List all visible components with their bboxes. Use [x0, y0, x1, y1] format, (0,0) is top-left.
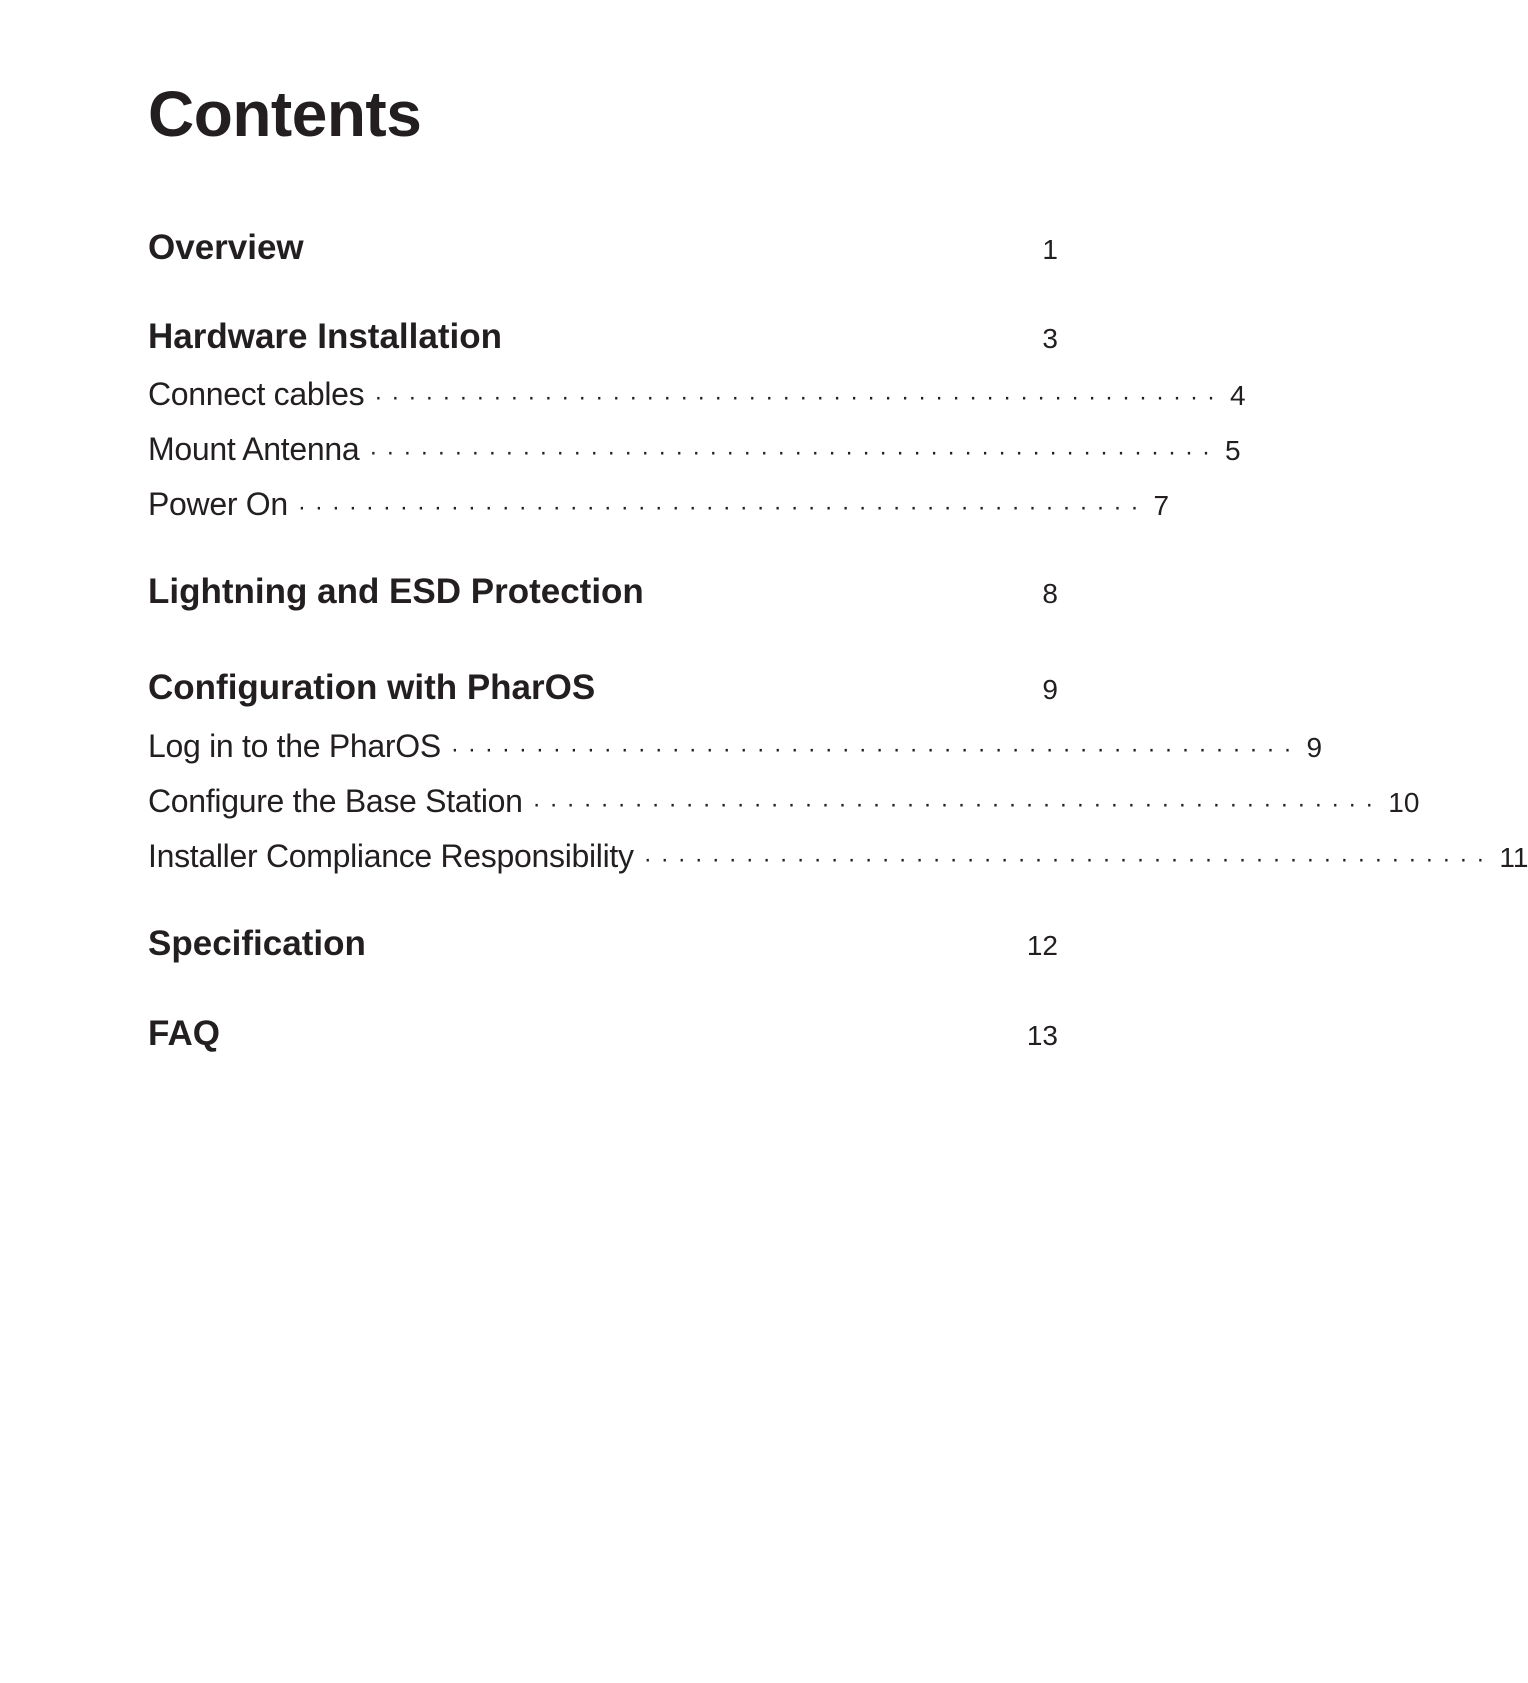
toc-page-number: 9 — [1306, 732, 1323, 763]
toc-subsection-label: Connect cables — [148, 376, 365, 412]
toc-page-number: 12 — [1026, 930, 1058, 961]
toc-section-label: Overview — [148, 228, 304, 267]
toc-entry-hardware-installation[interactable] — [148, 317, 1058, 357]
toc-page-number: 8 — [1042, 578, 1058, 609]
table-of-contents — [148, 0, 1528, 1683]
dot-leader: ·················································· — [643, 846, 1494, 873]
page-title: Contents — [148, 78, 422, 150]
toc-section-label: Specification — [148, 924, 366, 963]
toc-entry-configure-base-station[interactable] — [148, 783, 1420, 820]
toc-entry-lightning-esd[interactable] — [148, 572, 1058, 612]
toc-entry-log-in[interactable] — [148, 728, 1323, 765]
dot-leader: ·················································· — [374, 384, 1224, 411]
toc-entry-connect-cables[interactable] — [148, 376, 1246, 413]
toc-section-label: Configuration with PharOS — [148, 668, 596, 707]
dot-leader: ·················································· — [369, 439, 1219, 466]
toc-section-label: Hardware Installation — [148, 317, 502, 356]
toc-page-number: 10 — [1388, 787, 1420, 818]
toc-entry-power-on[interactable] — [148, 486, 1170, 523]
dot-leader: ·················································· — [532, 791, 1383, 818]
toc-entry-faq[interactable] — [148, 1014, 1058, 1054]
toc-entry-overview[interactable] — [148, 228, 1058, 268]
toc-section-label: Lightning and ESD Protection — [148, 572, 644, 611]
toc-entry-installer-compliance[interactable] — [148, 838, 1528, 875]
toc-subsection-label: Log in to the PharOS — [148, 728, 441, 764]
toc-entry-specification[interactable] — [148, 924, 1058, 964]
toc-page-number: 5 — [1225, 435, 1241, 466]
toc-entry-mount-antenna[interactable] — [148, 431, 1241, 468]
toc-subsection-label: Power On — [148, 486, 288, 522]
dot-leader: ·················································· — [450, 736, 1301, 763]
toc-page-number: 3 — [1042, 323, 1058, 354]
toc-page-number: 7 — [1153, 490, 1170, 521]
toc-page-number: 11 — [1499, 842, 1528, 873]
toc-page-number: 13 — [1026, 1020, 1058, 1051]
toc-section-label: FAQ — [148, 1014, 220, 1053]
toc-page-number: 1 — [1042, 234, 1058, 265]
toc-entry-configuration-pharos[interactable] — [148, 668, 1058, 708]
dot-leader: ·················································· — [297, 494, 1148, 521]
toc-subsection-label: Mount Antenna — [148, 431, 360, 467]
toc-page-number: 9 — [1042, 674, 1058, 705]
toc-subsection-label: Installer Compliance Responsibility — [148, 838, 634, 874]
toc-page-number: 4 — [1230, 380, 1246, 411]
toc-subsection-label: Configure the Base Station — [148, 783, 523, 819]
